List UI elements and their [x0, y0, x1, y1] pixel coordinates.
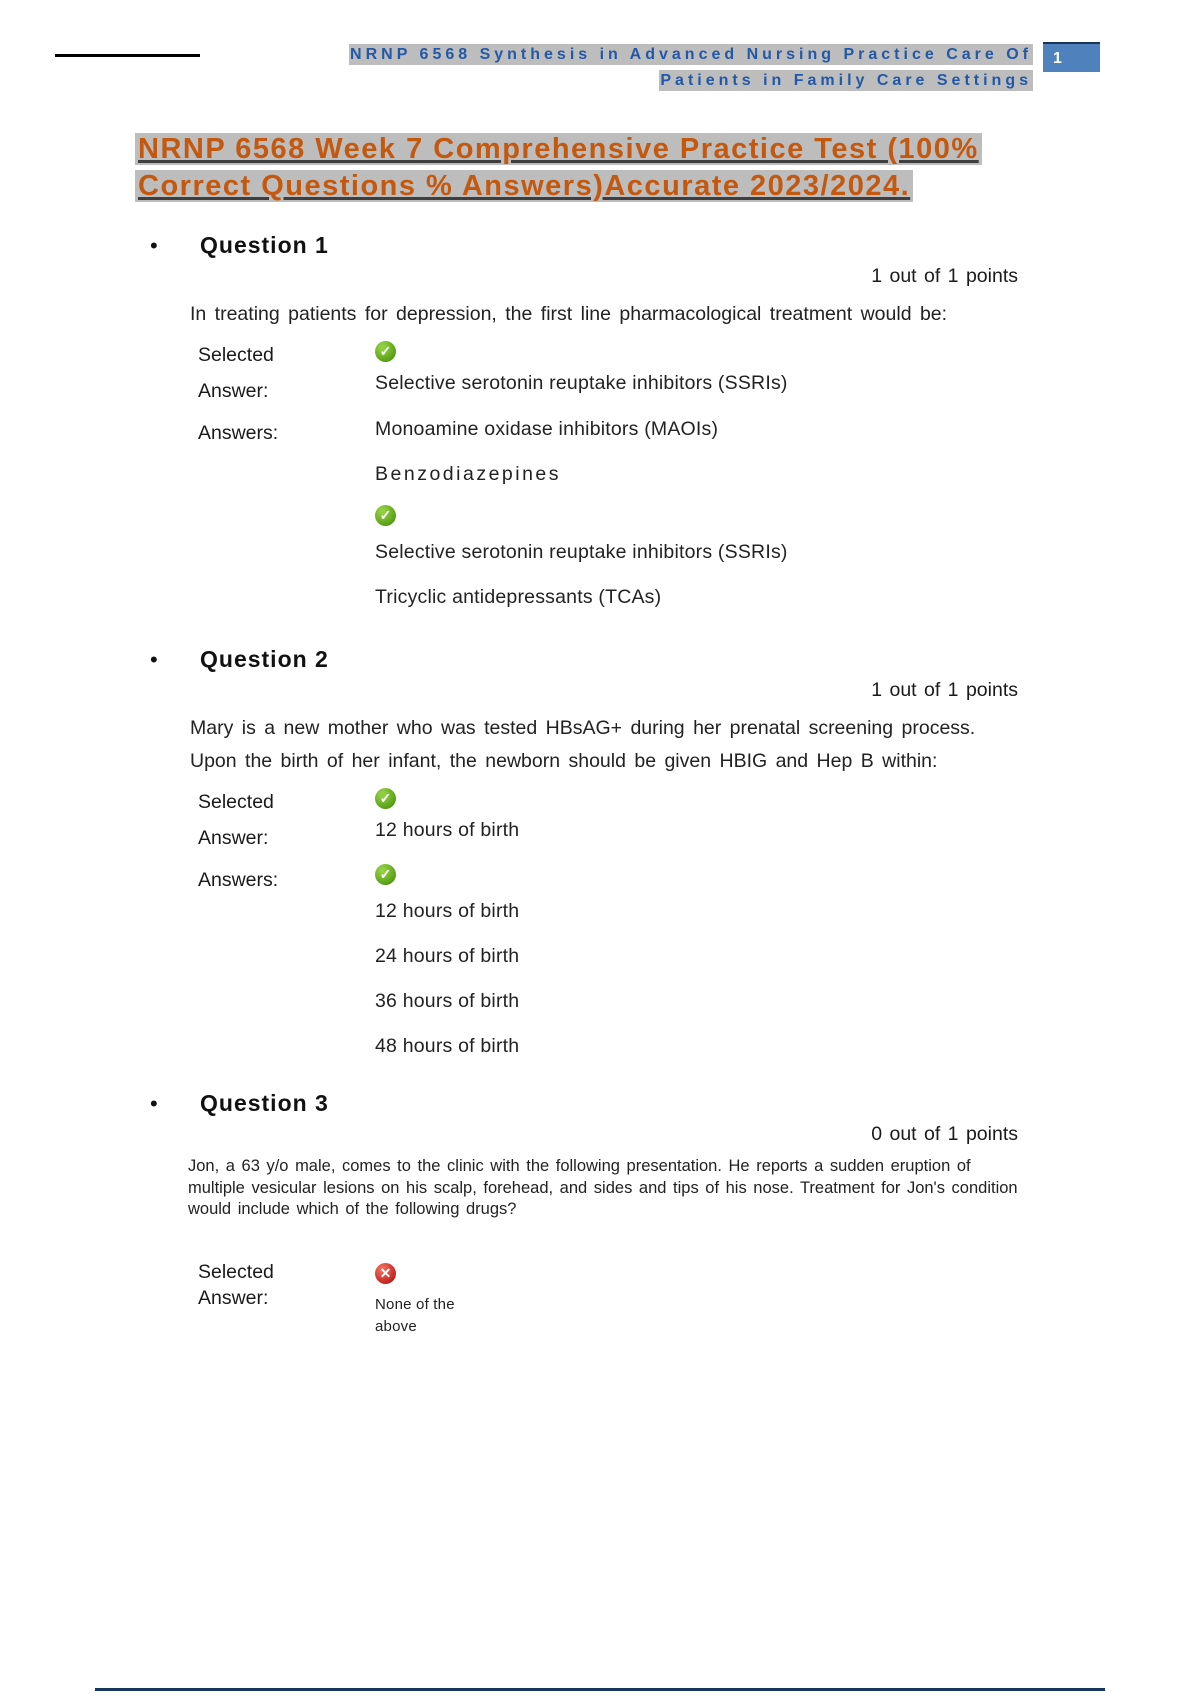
answer-option: 36 hours of birth	[375, 990, 520, 1012]
header-rule	[55, 54, 200, 57]
bullet-icon: •	[150, 232, 158, 258]
points-label: 0 out of 1 points	[871, 1123, 1018, 1145]
label-answers: Answers:	[198, 869, 279, 891]
selected-answer-row	[198, 337, 1200, 409]
answers-label-col	[198, 415, 375, 628]
title-line2: Correct Questions % Answers)Accurate 2023/2024.	[135, 170, 913, 202]
question-3	[0, 1090, 1200, 1338]
label-answers: Answers:	[198, 422, 279, 444]
answer-options-list	[375, 415, 1200, 628]
question-title: Question 3	[200, 1090, 329, 1116]
header-line2: Patients in Family Care Settings	[660, 72, 1032, 89]
answers-label-col	[198, 862, 375, 1077]
points-label: 1 out of 1 points	[871, 679, 1018, 701]
label-selected: Selected	[198, 1260, 274, 1283]
selected-answer-label	[198, 337, 375, 409]
title-line1: NRNP 6568 Week 7 Comprehensive Practice Test (100%	[135, 133, 982, 165]
bullet-icon: •	[150, 1090, 158, 1116]
selected-answer-row	[198, 1259, 1200, 1338]
bullet-icon: •	[150, 646, 158, 672]
question-text: Mary is a new mother who was tested HBsAG+ during her prenatal screening process. Upon the birth of her infant, the newborn should be given HBIG and Hep B within:	[190, 717, 976, 772]
selected-answer-text: Selective serotonin reuptake inhibitors (SSRIs)	[375, 372, 788, 394]
footer-divider	[95, 1688, 1105, 1691]
question-text: In treating patients for depression, the first line pharmacological treatment would be:	[190, 303, 948, 325]
points-label: 1 out of 1 points	[871, 265, 1018, 287]
selected-answer-value	[375, 337, 1200, 409]
question-text: Jon, a 63 y/o male, comes to the clinic with the following presentation. He reports a sudden eruption of multiple vesicular lesions on his scalp, forehead, and sides and tips of his nose. Treatment for Jon's condition would include which of the following drugs?	[188, 1157, 1018, 1218]
page-number-badge: 1	[1043, 42, 1100, 72]
selected-answer-label	[198, 784, 375, 856]
label-answer: Answer:	[198, 380, 269, 402]
question-1	[0, 232, 1200, 628]
question-2	[0, 646, 1200, 1077]
header-line1: NRNP 6568 Synthesis in Advanced Nursing Practice Care Of	[350, 46, 1032, 63]
question-heading-row	[0, 232, 1200, 259]
answer-option: Selective serotonin reuptake inhibitors (SSRIs)	[375, 541, 788, 563]
question-title: Question 2	[200, 646, 329, 672]
label-answer: Answer:	[198, 827, 269, 849]
selected-answer-text: None of the above	[375, 1295, 455, 1335]
header-title	[200, 42, 1033, 94]
page-header	[55, 42, 1100, 94]
selected-answer-label	[198, 1259, 375, 1338]
check-circle-icon	[375, 341, 396, 362]
selected-answer-value	[375, 1259, 1200, 1338]
answer-options-list	[375, 862, 1200, 1077]
answer-option: Tricyclic antidepressants (TCAs)	[375, 586, 662, 608]
document-title	[135, 131, 1065, 205]
answers-row	[198, 862, 1200, 1077]
label-selected: Selected	[198, 344, 274, 366]
check-circle-icon	[375, 864, 396, 885]
selected-answer-row	[198, 784, 1200, 856]
question-title: Question 1	[200, 232, 329, 258]
answer-option: Monoamine oxidase inhibitors (MAOIs)	[375, 418, 719, 440]
check-circle-icon	[375, 788, 396, 809]
answer-option: 48 hours of birth	[375, 1035, 520, 1057]
question-heading-row	[0, 646, 1200, 673]
answer-option: Benzodiazepines	[375, 463, 562, 485]
answers-row	[198, 415, 1200, 628]
label-selected: Selected	[198, 791, 274, 813]
answer-option: 24 hours of birth	[375, 945, 520, 967]
label-answer: Answer:	[198, 1286, 269, 1309]
answer-option: 12 hours of birth	[375, 900, 520, 922]
question-heading-row	[0, 1090, 1200, 1117]
x-circle-icon	[375, 1263, 396, 1284]
selected-answer-text: 12 hours of birth	[375, 819, 520, 841]
selected-answer-value	[375, 784, 1200, 856]
check-circle-icon	[375, 505, 396, 526]
